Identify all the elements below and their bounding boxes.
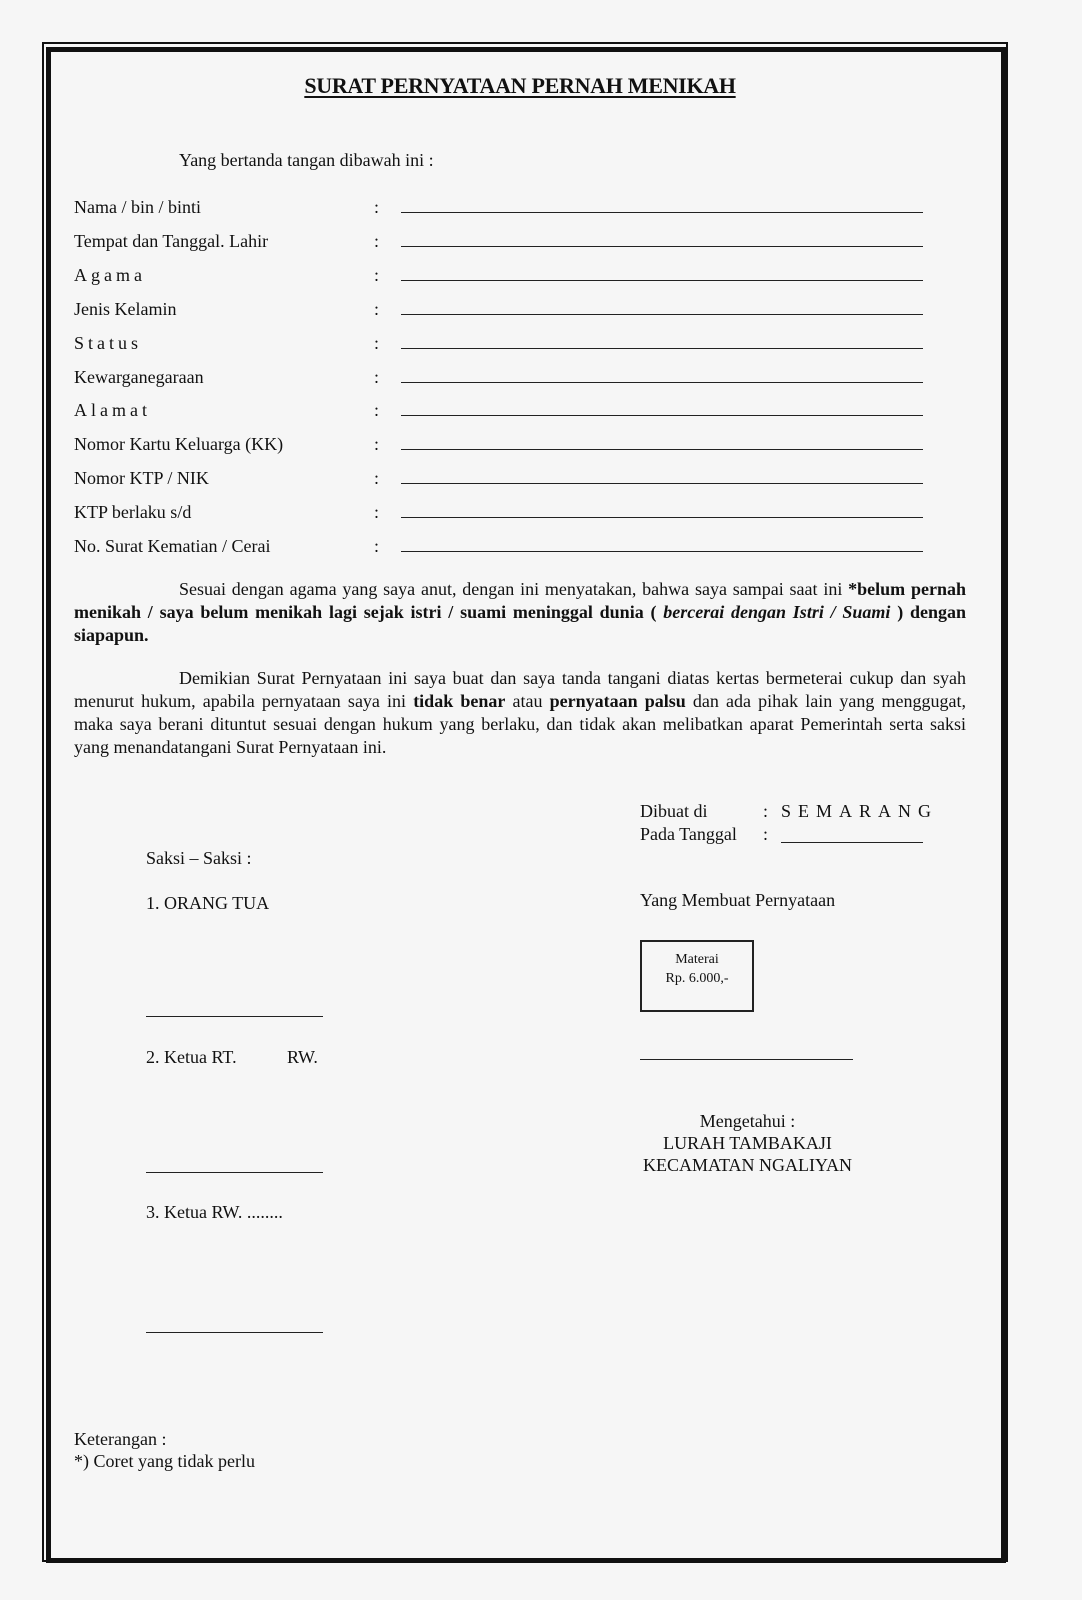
statement-paragraph: Sesuai dengan agama yang saya anut, dengan ini menyatakan, bahwa saya sampai saat ini *belum pernah menikah / saya belum menikah lagi sejak istri / suami meninggal dunia ( bercerai dengan Istri / Suami ) dengan siapapun. [74, 579, 967, 645]
field-colon: : [374, 434, 380, 455]
field-input-line[interactable] [401, 551, 923, 552]
field-label: Agama [74, 264, 146, 285]
field-label: Status [74, 332, 143, 353]
stamp-label: Materai [675, 952, 719, 967]
place-value: SEMARANG [781, 801, 939, 821]
document-title: SURAT PERNYATAAN PERNAH MENIKAH [304, 73, 736, 98]
field-input-line[interactable] [401, 483, 923, 484]
field-colon: : [374, 298, 380, 319]
note-text: *) Coret yang tidak perlu [74, 1451, 255, 1471]
field-colon: : [374, 400, 380, 421]
stamp-amount: Rp. 6.000,- [665, 971, 729, 986]
acknowledge-official: LURAH TAMBAKAJI [663, 1133, 832, 1153]
acknowledge-district: KECAMATAN NGALIYAN [642, 1155, 853, 1175]
field-colon: : [374, 264, 380, 285]
field-label: KTP berlaku s/d [74, 502, 192, 523]
field-input-line[interactable] [401, 212, 923, 213]
note-heading: Keterangan : [74, 1429, 167, 1449]
field-label: Jenis Kelamin [74, 298, 177, 319]
place-label: Dibuat di [640, 801, 708, 821]
field-input-line[interactable] [401, 246, 923, 247]
acknowledge-block [600, 1110, 895, 1176]
field-colon: : [374, 197, 380, 217]
place-colon: : [763, 801, 769, 821]
field-label: Nomor Kartu Keluarga (KK) [74, 434, 284, 455]
intro-text: Yang bertanda tangan dibawah ini : [179, 150, 434, 170]
date-field-line[interactable] [781, 842, 923, 843]
field-input-line[interactable] [401, 348, 923, 349]
date-label: Pada Tanggal [640, 824, 737, 844]
declaration-paragraph: Demikian Surat Pernyataan ini saya buat dan saya tanda tangani diatas kertas bermeterai cukup dan syah menurut hukum, apabila pernyataan saya ini tidak benar atau pernyataan palsu dan ada pihak lain yang menggugat, maka saya berani dituntut sesuai dengan hukum yang berlaku, dan tidak akan melibatkan aparat Pemerintah serta saksi yang menandatangani Surat Pernyataan ini. [74, 668, 966, 757]
field-label: Nomor KTP / NIK [74, 468, 209, 489]
field-input-line[interactable] [401, 449, 923, 450]
witness-3-signature-line[interactable] [146, 1332, 323, 1333]
witness-3-label: 3. Ketua RW. ........ [146, 1202, 283, 1222]
field-colon: : [374, 502, 380, 523]
witness-2-rw-label: RW. [287, 1047, 318, 1067]
field-input-line[interactable] [401, 280, 923, 281]
field-label: Tempat dan Tanggal. Lahir [74, 230, 269, 251]
witness-heading: Saksi – Saksi : [146, 848, 252, 868]
witness-1-label: 1. ORANG TUA [146, 893, 270, 913]
acknowledge-heading: Mengetahui : [699, 1111, 796, 1131]
field-label: No. Surat Kematian / Cerai [74, 536, 271, 556]
witness-2-label: 2. Ketua RT. [146, 1047, 237, 1067]
note-block [74, 1428, 255, 1472]
declarant-label: Yang Membuat Pernyataan [640, 890, 836, 910]
field-colon: : [374, 230, 380, 251]
field-label: Nama / bin / binti [74, 197, 201, 217]
field-label: Kewarganegaraan [74, 366, 204, 387]
field-input-line[interactable] [401, 517, 923, 518]
witness-1-signature-line[interactable] [146, 1016, 323, 1017]
stamp-box [640, 940, 754, 1012]
declarant-signature-line[interactable] [640, 1059, 853, 1060]
field-colon: : [374, 536, 380, 556]
field-label: Alamat [74, 400, 151, 421]
date-colon: : [763, 824, 769, 844]
field-input-line[interactable] [401, 415, 923, 416]
field-colon: : [374, 332, 380, 353]
field-colon: : [374, 366, 380, 387]
field-input-line[interactable] [401, 314, 923, 315]
field-colon: : [374, 468, 380, 489]
field-input-line[interactable] [401, 382, 923, 383]
witness-2-signature-line[interactable] [146, 1172, 323, 1173]
